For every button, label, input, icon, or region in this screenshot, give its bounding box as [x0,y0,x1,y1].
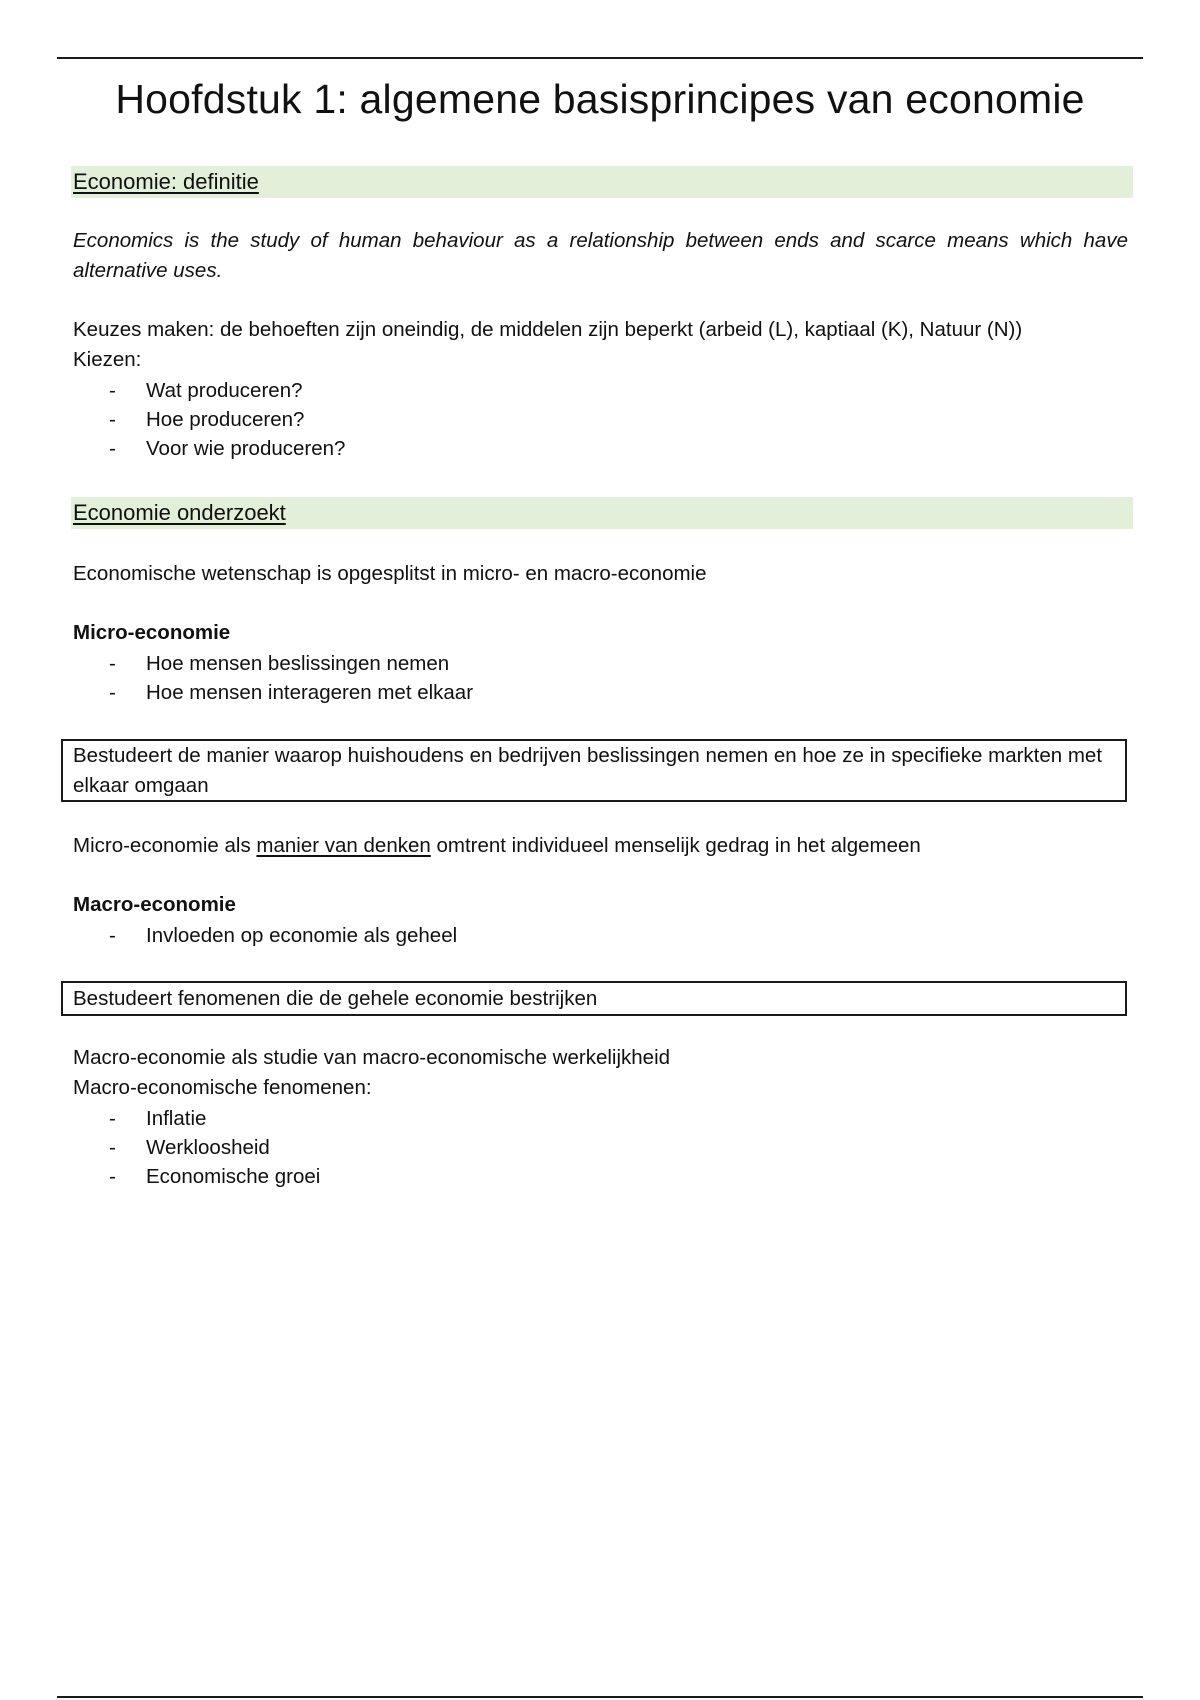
macro-definition-box: Bestudeert fenomenen die de gehele economie bestrijken [61,981,1127,1016]
micro-definition-box: Bestudeert de manier waarop huishoudens en bedrijven beslissingen nemen en hoe ze in specifieke markten met elkaar omgaan [61,739,1127,802]
definition-quote: Economics is the study of human behaviour as a relationship between ends and scarce means which have alternative uses. [73,229,1128,282]
macro-list [73,921,457,950]
list-item: - Hoe produceren? [109,408,305,431]
keuzes-text: Keuzes maken: de behoeften zijn oneindig, de middelen zijn beperkt (arbeid (L), kaptiaal (K), Natuur (N)) [73,318,1023,341]
onderzoekt-intro: Economische wetenschap is opgesplitst in micro- en macro-economie [73,562,707,585]
page-title: Hoofdstuk 1: algemene basisprincipes van economie [115,76,1085,122]
manier-van-denken-underlined: manier van denken [256,834,431,857]
list-item: - Inflatie [109,1107,207,1130]
kiezen-list [73,376,345,463]
macro-studie-text: Macro-economie als studie van macro-economische werkelijkheid [73,1046,671,1069]
section-header-definitie [71,166,1133,198]
macro-fenomenen-list [73,1104,320,1191]
micro-list [73,649,473,707]
list-item: - Wat produceren? [109,379,303,402]
bottom-rule [57,1696,1143,1698]
list-item: - Invloeden op economie als geheel [109,924,458,947]
section-header-onderzoekt [71,497,1133,529]
micro-heading: Micro-economie [73,621,231,644]
list-item: - Werkloosheid [109,1136,270,1159]
list-item: - Voor wie produceren? [109,437,346,460]
kiezen-label: Kiezen: [73,348,142,371]
list-item: - Hoe mensen beslissingen nemen [109,652,450,675]
macro-heading: Macro-economie [73,893,236,916]
section-header-definitie-label: Economie: definitie [73,169,259,194]
section-header-onderzoekt-label: Economie onderzoekt [73,500,286,525]
list-item: - Hoe mensen interageren met elkaar [109,681,474,704]
micro-denken-text: Micro-economie als manier van denken omtrent individueel menselijk gedrag in het algemeen [73,834,921,857]
macro-fenomenen-label: Macro-economische fenomenen: [73,1076,372,1099]
list-item: - Economische groei [109,1165,321,1188]
top-rule [57,57,1143,59]
